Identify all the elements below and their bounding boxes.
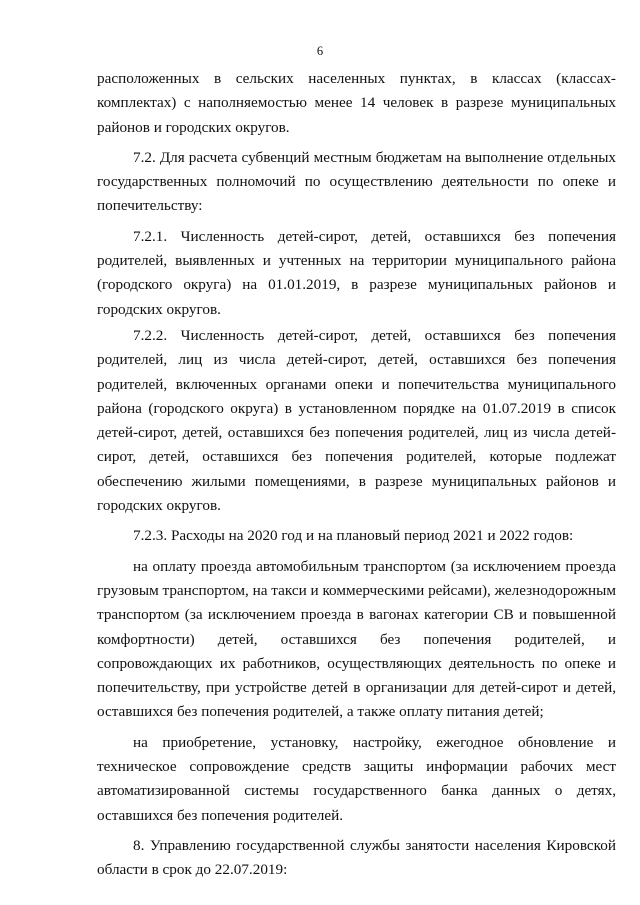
paragraph-7-2-1: 7.2.1. Численность детей-сирот, детей, оставшихся без попечения родителей, выявленных и учтенных на территории муниципального района (городского округа) на 01.01.2019, в разрезе муниципальных районов и городских округов.: [97, 227, 616, 318]
paragraph-transport-expenses: на оплату проезда автомобильным транспортом (за исключением проезда грузовым транспортом, на такси и коммерческими рейсами), железнодорожным транспортом (за исключением проезда в вагонах категории СВ и повышенной комфортности) детей, оставшихся без попечения родителей, и сопровождающих их работников, осуществляющих деятельность по опеке и попечительству, при устройстве детей в организации для детей-сирот и детей, оставшихся без попечения родителей, а также оплату питания детей;: [97, 557, 616, 721]
document-body: [97, 67, 616, 883]
paragraph-7-2-3: 7.2.3. Расходы на 2020 год и на плановый период 2021 и 2022 годов:: [133, 527, 574, 545]
paragraph-8: 8. Управлению государственной службы занятости населения Кировской области в срок до 22.07.2019:: [97, 836, 616, 879]
paragraph-7-2: 7.2. Для расчета субвенций местным бюджетам на выполнение отдельных государственных полномочий по осуществлению деятельности по опеке и попечительству:: [97, 148, 616, 215]
page-number: 6: [316, 44, 324, 58]
paragraph-7-2-2: 7.2.2. Численность детей-сирот, детей, оставшихся без попечения родителей, лиц из числа детей-сирот, детей, оставшихся без попечения родителей, включенных органами опеки и попечительства муниципального района (городского округа) в установленном порядке на 01.07.2019 в список детей-сирот, детей, оставшихся без попечения родителей, лиц из числа детей-сирот, детей, оставшихся без попечения родителей, которые подлежат обеспечению жилыми помещениями, в разрезе муниципальных районов и городских округов.: [97, 326, 616, 515]
paragraph-continuation: расположенных в сельских населенных пунктах, в классах (классах-комплектах) с наполняемостью менее 14 человек в разрезе муниципальных районов и городских округов.: [97, 70, 616, 136]
paragraph-information-security: на приобретение, установку, настройку, ежегодное обновление и техническое сопровождение средств защиты информации рабочих мест автоматизированной системы государственного банка данных о детях, оставшихся без попечения родителей.: [97, 733, 616, 824]
